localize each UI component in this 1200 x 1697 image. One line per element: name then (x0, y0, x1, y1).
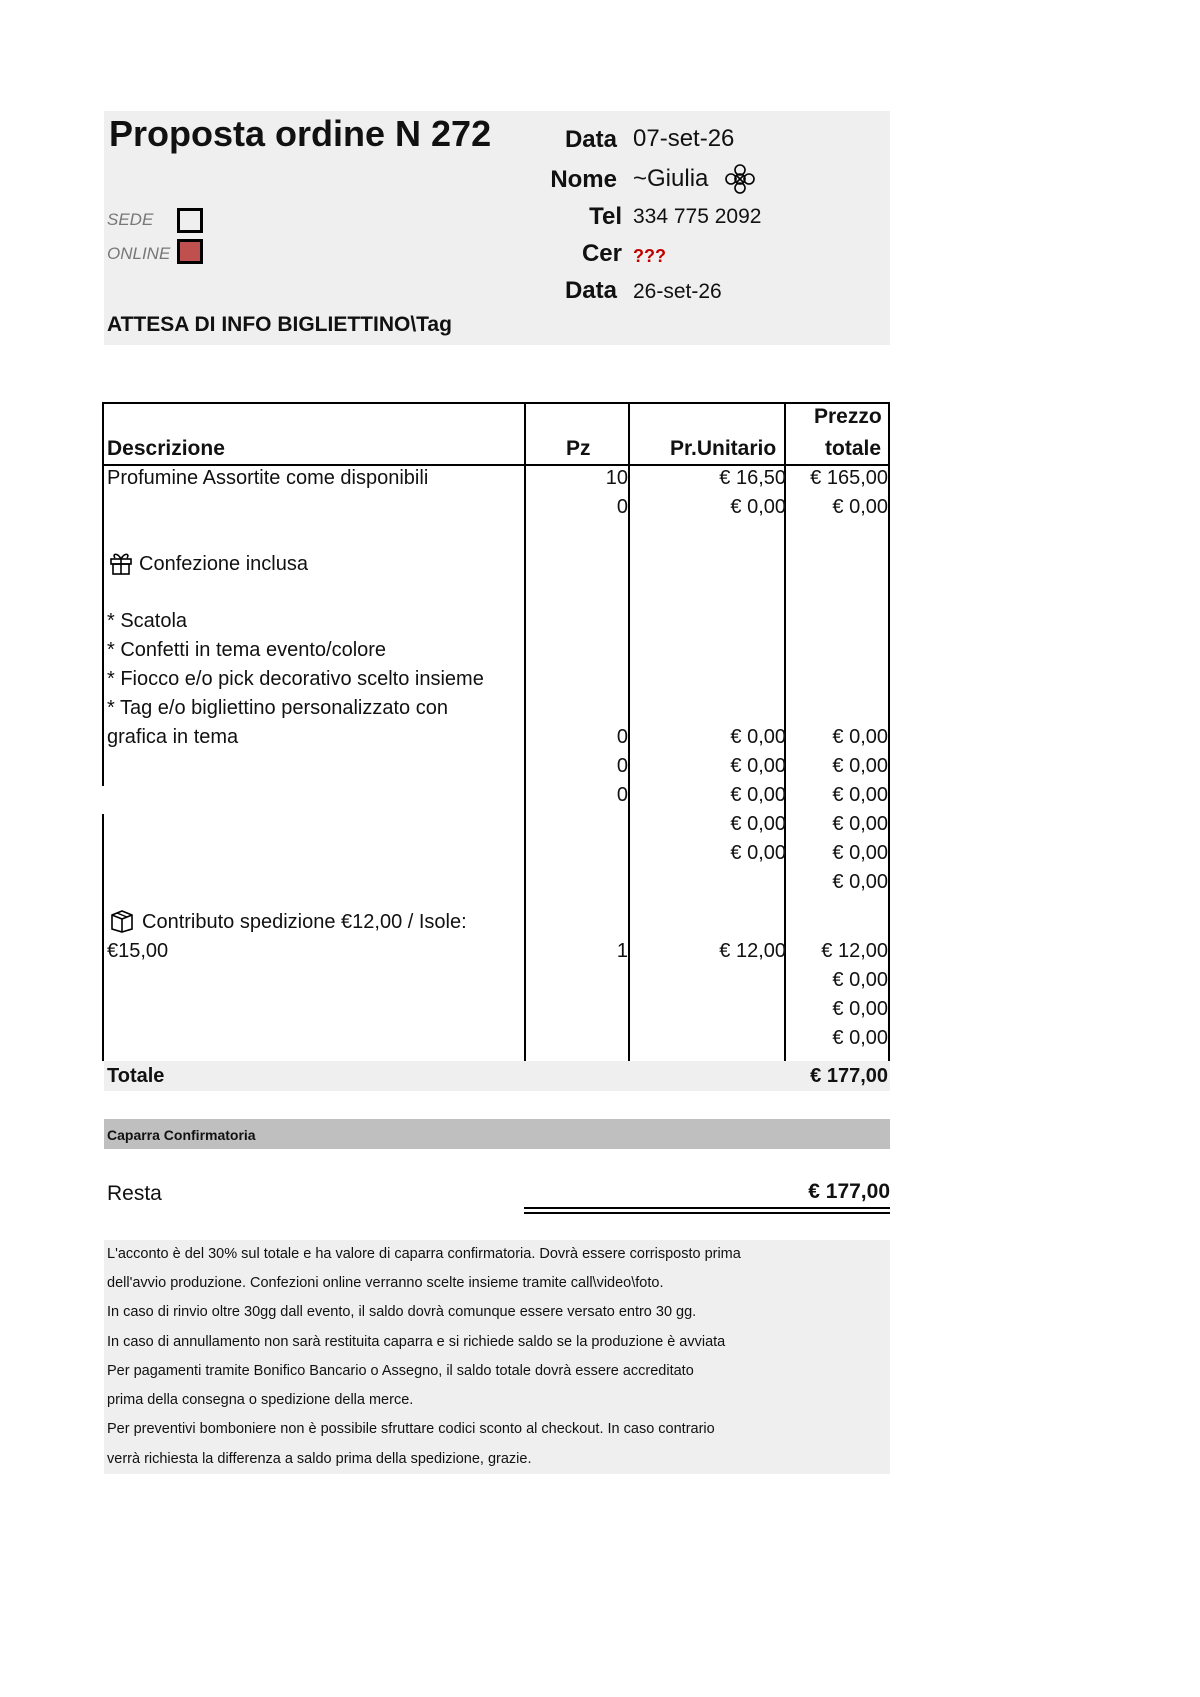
gift-icon (109, 550, 133, 581)
row-description: Contributo spedizione €12,00 / Isole: (142, 911, 467, 933)
header-totale: totale (825, 437, 882, 460)
row-total-price: € 0,00 (832, 1027, 888, 1049)
row-unit-price: € 16,50 (719, 467, 786, 489)
row-description: * Scatola (107, 610, 188, 632)
header-descrizione: Descrizione (107, 437, 225, 460)
data-consegna-value: 26-set-26 (633, 280, 722, 303)
online-checkbox[interactable] (177, 239, 203, 264)
header-pz: Pz (566, 437, 591, 460)
cer-label: Cer (581, 240, 622, 267)
row-total-price: € 0,00 (832, 969, 888, 991)
data-value: 07-set-26 (633, 125, 735, 152)
terms-line: Per pagamenti tramite Bonifico Bancario o Assegno, il saldo totale dovrà essere accreditato (107, 1363, 694, 1379)
resta-value: € 177,00 (808, 1180, 890, 1203)
row-total-price: € 0,00 (832, 496, 888, 518)
table-left-border-lower (102, 814, 104, 1061)
row-total-price: € 0,00 (832, 755, 888, 777)
double-underline-bottom (524, 1212, 890, 1214)
row-total-price: € 0,00 (832, 813, 888, 835)
header-unitario: Pr.Unitario (670, 437, 777, 460)
terms-line: verrà richiesta la differenza a saldo prima della spedizione, grazie. (107, 1451, 532, 1467)
row-description: * Tag e/o bigliettino personalizzato con (107, 697, 448, 719)
table-header-border (102, 464, 890, 466)
cer-value: ??? (633, 246, 666, 266)
row-total-price: € 0,00 (832, 726, 888, 748)
table-right-border (888, 402, 890, 1061)
row-unit-price: € 0,00 (730, 813, 786, 835)
resta-label: Resta (107, 1182, 162, 1205)
row-pz: 0 (616, 755, 628, 777)
row-total-price: € 0,00 (832, 842, 888, 864)
row-unit-price: € 0,00 (730, 496, 786, 518)
table-left-border (102, 402, 104, 786)
flower-stamp-icon (724, 163, 756, 195)
column-divider-pz (524, 402, 526, 1061)
row-description: grafica in tema (107, 726, 239, 748)
row-total-price: € 0,00 (832, 784, 888, 806)
terms-line: L'acconto è del 30% sul totale e ha valore di caparra confirmatoria. Dovrà essere corrisposto prima (107, 1246, 741, 1262)
nome-value: ~Giulia (633, 165, 709, 192)
status-note: ATTESA DI INFO BIGLIETTINO\Tag (107, 313, 452, 336)
sede-label: SEDE (107, 210, 154, 229)
row-description: €15,00 (107, 940, 169, 962)
row-description: * Confetti in tema evento/colore (107, 639, 387, 661)
sede-checkbox[interactable] (177, 208, 203, 233)
terms-line: In caso di annullamento non sarà restituita caparra e si richiede saldo se la produzione è avviata (107, 1334, 726, 1350)
row-total-price: € 12,00 (821, 940, 888, 962)
data-label: Data (564, 126, 617, 153)
row-unit-price: € 0,00 (730, 755, 786, 777)
totale-row-bg (104, 1061, 890, 1091)
totale-value: € 177,00 (810, 1065, 888, 1087)
row-unit-price: € 0,00 (730, 842, 786, 864)
header-prezzo: Prezzo (814, 405, 882, 428)
box-icon (109, 908, 135, 939)
data-consegna-label: Data (564, 277, 617, 304)
terms-line: Per preventivi bomboniere non è possibile sfruttare codici sconto al checkout. In caso contrario (107, 1421, 715, 1437)
terms-line: prima della consegna o spedizione della merce. (107, 1392, 414, 1408)
page-title: Proposta ordine N 272 (109, 113, 492, 154)
row-description: Profumine Assortite come disponibili (107, 467, 429, 489)
row-total-price: € 165,00 (810, 467, 888, 489)
column-divider-unitario (628, 402, 630, 1061)
row-total-price: € 0,00 (832, 871, 888, 893)
tel-label: Tel (589, 203, 622, 230)
nome-label: Nome (550, 166, 617, 193)
row-pz: 10 (605, 467, 628, 489)
totale-label: Totale (107, 1065, 165, 1087)
tel-value: 334 775 2092 (633, 205, 762, 228)
row-total-price: € 0,00 (832, 998, 888, 1020)
row-unit-price: € 0,00 (730, 726, 786, 748)
double-underline-top (524, 1207, 890, 1209)
terms-line: dell'avvio produzione. Confezioni online verranno scelte insieme tramite call\video\foto. (107, 1275, 664, 1291)
online-label: ONLINE (107, 244, 171, 263)
row-unit-price: € 0,00 (730, 784, 786, 806)
caparra-label: Caparra Confirmatoria (107, 1127, 256, 1143)
row-pz: 0 (616, 726, 628, 748)
terms-line: In caso di rinvio oltre 30gg dall evento, il saldo dovrà comunque essere versato entro 30 gg. (107, 1304, 697, 1320)
row-description: Confezione inclusa (139, 553, 308, 575)
table-top-border (102, 402, 890, 404)
row-pz: 0 (616, 496, 628, 518)
row-unit-price: € 12,00 (719, 940, 786, 962)
row-pz: 1 (616, 940, 628, 962)
row-description: * Fiocco e/o pick decorativo scelto insieme (107, 668, 484, 690)
row-pz: 0 (616, 784, 628, 806)
